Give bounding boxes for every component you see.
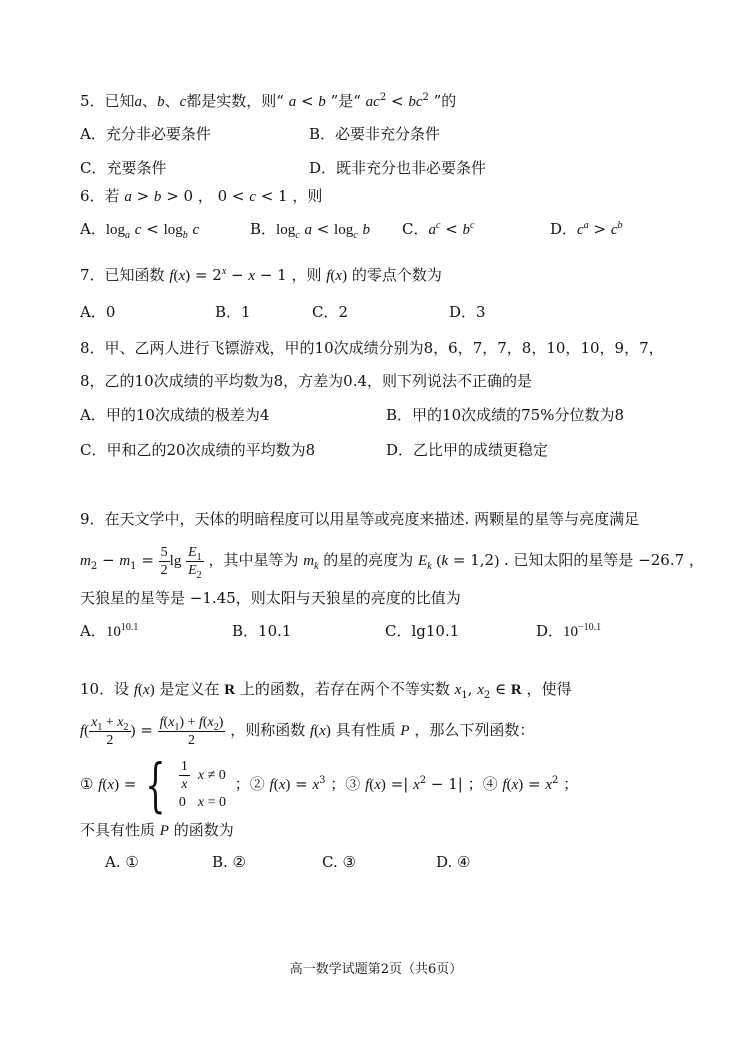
question-9-option-d: D．$10^{-10.1}$ — [536, 622, 602, 640]
question-9-stem-line-2: $m_2 - m_1$ = $\frac{5}{2}$ lg $\frac{E_1}{E_2}$ ，其中星等为 $m_k$ 的星的亮度为 $E_k$ (k = 1,2) . 已知太阳的星等是 −26.7 ， — [80, 544, 704, 581]
question-7-stem: 7．已知函数 $f(x) = 2^x - x - 1$ ，则 f(x) 的零点个数为 — [80, 266, 442, 284]
page-footer: 高一数学试题第2页（共6页） — [289, 962, 463, 977]
question-9-stem-line-1: 9．在天文学中，天体的明暗程度可以用星等或亮度来描述. 两颗星的星等与亮度满足 — [80, 510, 640, 528]
question-7-option-c: C．2 — [312, 303, 349, 321]
question-10-option-c: C. ③ — [322, 853, 356, 871]
question-5-option-c: C．充要条件 — [80, 159, 167, 177]
question-7-option-b: B．1 — [215, 303, 251, 321]
question-5-stem: 5．已知a、b、c都是实数，则“ a < b ”是“ $ac^2 < bc^2$ ”的 — [80, 92, 457, 110]
question-10-stem-line-2: f( $\frac{x_1 + x_2}{2}$ ) = $\frac{f(x_1) + f(x_2)}{2}$ ，则称函数 f(x) 具有性质 P ，那么下列函数： — [80, 714, 535, 748]
question-9-option-c: C．lg10.1 — [385, 622, 460, 640]
question-10-stem-line-1: 10．设 f(x) 是定义在 R 上的函数，若存在两个不等实数 $x_1$, $x_2$ ∈ R ，使得 — [80, 680, 572, 701]
question-8-stem-line-1: 8．甲、乙两人进行飞镖游戏，甲的10次成绩分别为8，6，7，7，8，10，10，9，7， — [80, 339, 664, 357]
question-6-option-c: C．$a^c < b^c$ — [402, 220, 475, 238]
question-9-option-b: B．10.1 — [232, 622, 292, 640]
question-7-option-a: A．0 — [80, 303, 116, 321]
question-8-option-a: A．甲的10次成绩的极差为4 — [80, 406, 270, 424]
question-6-stem: 6．若 a > b > 0 ， 0 < c < 1 ，则 — [80, 187, 323, 205]
question-10-stem-line-3: ① f(x) = { $\frac{1}{x}$ x ≠ 0 0 x = 0 ；② $f(x) = x^3$ ；③ f(x) =| $x^2 - 1|$ ；④ $f(x) = x^2$ ； — [80, 751, 579, 819]
question-10-option-b: B. ② — [212, 853, 247, 871]
question-8-option-c: C．甲和乙的20次成绩的平均数为8 — [80, 441, 316, 459]
question-6-option-d: D．$c^a > c^b$ — [550, 220, 623, 238]
question-5-option-a: A．充分非必要条件 — [80, 125, 211, 143]
question-7-option-d: D．3 — [449, 303, 486, 321]
question-8-stem-line-2: 8，乙的10次成绩的平均数为8，方差为0.4，则下列说法不正确的是 — [80, 372, 533, 390]
question-9-option-a: A．$10^{10.1}$ — [80, 622, 139, 640]
question-5-option-d: D．既非充分也非必要条件 — [309, 159, 487, 177]
question-9-stem-line-3: 天狼星的星等是 −1.45，则太阳与天狼星的亮度的比值为 — [80, 589, 461, 607]
question-8-option-b: B．甲的10次成绩的75%分位数为8 — [386, 406, 624, 424]
question-6-option-a: A．$\log_a c < \log_b c$ — [80, 220, 200, 241]
question-10-option-d: D. ④ — [436, 853, 471, 871]
question-6-option-b: B．$\log_c a < \log_c b$ — [250, 220, 370, 241]
question-8-option-d: D．乙比甲的成绩更稳定 — [386, 441, 549, 459]
question-10-stem-line-4: 不具有性质 P 的函数为 — [80, 821, 234, 839]
question-10-option-a: A. ① — [105, 853, 139, 871]
question-5-option-b: B．必要非充分条件 — [309, 125, 441, 143]
